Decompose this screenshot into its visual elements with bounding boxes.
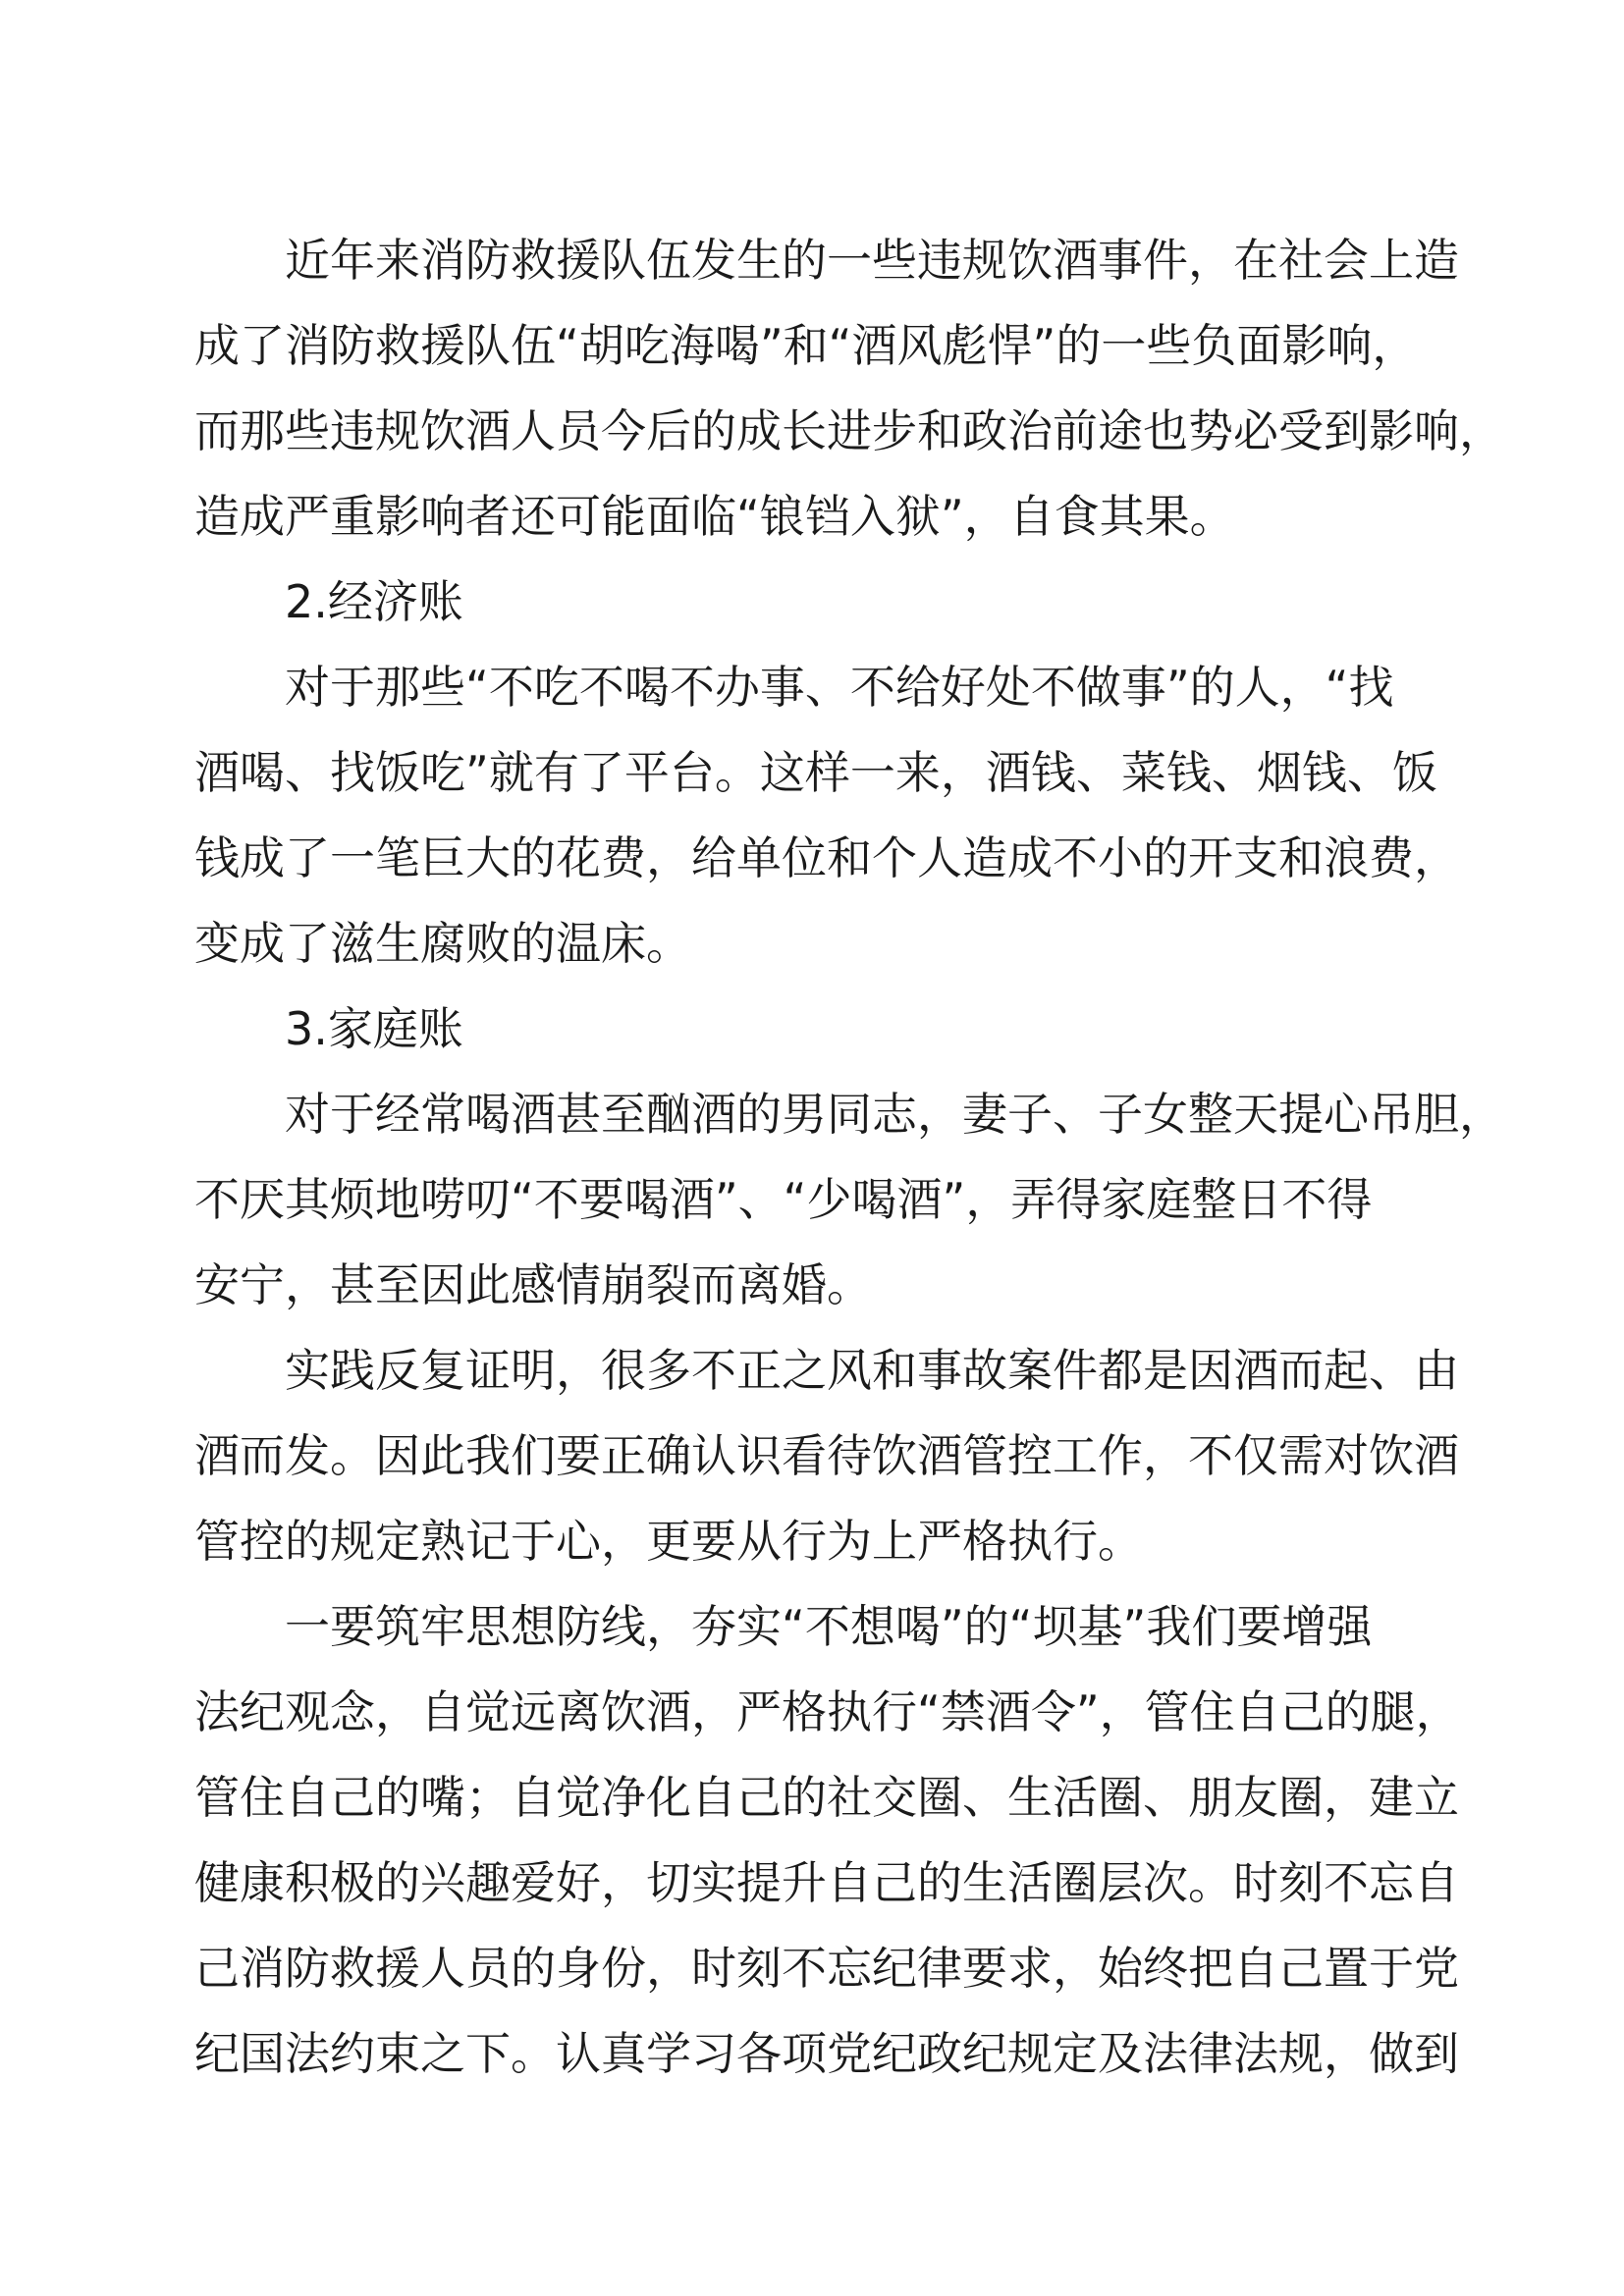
heading-economic: 2.经济账 [285,575,463,628]
text-line: 钱成了一笔巨大的花费，给单位和个人造成不小的开支和浪费， [194,831,1459,884]
paragraph [194,1584,1471,2097]
paragraph [194,1072,1504,1328]
text-line: 安宁，甚至因此感情崩裂而离婚。 [194,1258,872,1311]
text-line: 酒喝、找饭吃”就有了平台。这样一来，酒钱、菜钱、烟钱、饭 [194,746,1437,799]
text-line: 酒而发。因此我们要正确认识看待饮酒管控工作，不仅需对饮酒 [194,1429,1459,1482]
text-line: 而那些违规饮酒人员今后的成长进步和政治前途也势必受到影响， [194,404,1504,457]
text-line: 不厌其烦地唠叨“不要喝酒”、“少喝酒”，弄得家庭整日不得 [194,1173,1373,1226]
text-line: 近年来消防救援队伍发生的一些违规饮酒事件，在社会上造 [285,234,1459,287]
text-line: 健康积极的兴趣爱好，切实提升自己的生活圈层次。时刻不忘自 [194,1856,1459,1909]
paragraph [194,645,1471,987]
paragraph [194,218,1504,560]
text-line: 管住自己的嘴；自觉净化自己的社交圈、生活圈、朋友圈，建立 [194,1771,1459,1824]
text-line: 变成了滋生腐败的温床。 [194,917,691,970]
paragraph [194,1328,1471,1584]
text-line: 对于经常喝酒甚至酗酒的男同志，妻子、子女整天提心吊胆， [285,1088,1504,1141]
text-line: 管控的规定熟记于心，更要从行为上严格执行。 [194,1515,1143,1568]
document-body [194,218,1504,2097]
text-line: 法纪观念，自觉远离饮酒，严格执行“禁酒令”，管住自己的腿， [194,1685,1461,1738]
section-heading [194,987,1471,1072]
heading-family: 3.家庭账 [285,1002,463,1055]
text-line: 对于那些“不吃不喝不办事、不给好处不做事”的人，“找 [285,661,1394,714]
text-line: 造成严重影响者还可能面临“锒铛入狱”，自食其果。 [194,490,1235,543]
text-line: 己消防救援人员的身份，时刻不忘纪律要求，始终把自己置于党 [194,1942,1459,1995]
text-line: 实践反复证明，很多不正之风和事故案件都是因酒而起、由 [285,1344,1459,1397]
text-line: 成了消防救援队伍“胡吃海喝”和“酒风彪悍”的一些负面影响， [194,319,1418,372]
text-line: 纪国法约束之下。认真学习各项党纪政纪规定及法律法规，做到 [194,2027,1459,2080]
section-heading [194,560,1471,645]
text-line: 一要筑牢思想防线，夯实“不想喝”的“坝基”我们要增强 [285,1600,1373,1653]
